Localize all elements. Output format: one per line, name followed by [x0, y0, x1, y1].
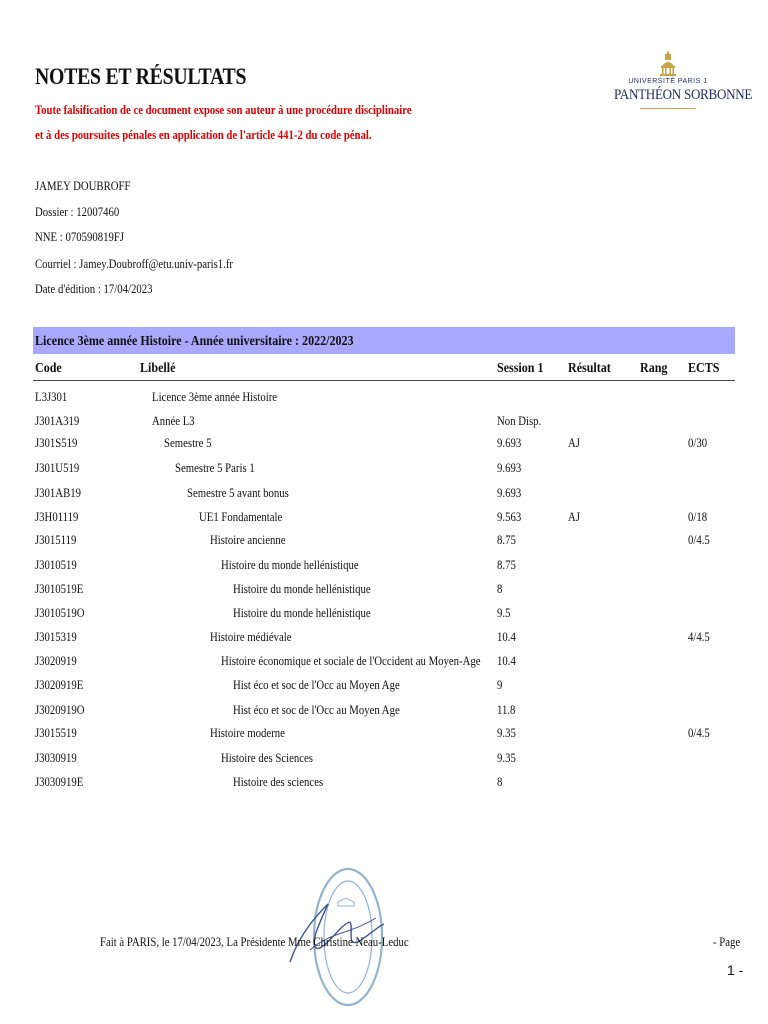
program-heading: Licence 3ème année Histoire - Année universitaire : 2022/2023: [35, 334, 354, 349]
cell-code: J3030919E: [35, 775, 84, 789]
cell-ects: 0/4.5: [688, 533, 710, 547]
cell-session1: 10.4: [497, 630, 516, 644]
table-row: [0, 436, 768, 460]
cell-code: J3H01119: [35, 510, 79, 524]
cell-label: Histoire ancienne: [210, 533, 286, 547]
cell-session1: 9.693: [497, 436, 522, 450]
cell-session1: 8.75: [497, 533, 516, 547]
page-label: - Page: [713, 935, 741, 949]
cell-label: Histoire des Sciences: [221, 751, 313, 765]
table-row: [0, 654, 768, 678]
cell-session1: 8.75: [497, 558, 516, 572]
table-row: [0, 582, 768, 606]
cell-code: J301A319: [35, 414, 80, 428]
cell-code: J3020919O: [35, 703, 85, 717]
table-row: [0, 558, 768, 582]
table-row: [0, 630, 768, 654]
column-header-code: Code: [35, 361, 62, 376]
table-row: [0, 703, 768, 727]
cell-code: L3J301: [35, 390, 68, 404]
cell-label: Hist éco et soc de l'Occ au Moyen Age: [233, 678, 400, 692]
cell-session1: Non Disp.: [497, 414, 542, 428]
cell-session1: 9.563: [497, 510, 522, 524]
student-email: Courriel : Jamey.Doubroff@etu.univ-paris1.fr: [35, 257, 233, 271]
cell-code: J3010519E: [35, 582, 84, 596]
cell-label: Histoire économique et sociale de l'Occident au Moyen-Age: [221, 654, 481, 668]
cell-ects: 0/30: [688, 436, 708, 450]
university-logo: [608, 48, 753, 128]
cell-code: J3015119: [35, 533, 77, 547]
cell-label: Hist éco et soc de l'Occ au Moyen Age: [233, 703, 400, 717]
signature-line: Fait à PARIS, le 17/04/2023, La Présidente Mme Christine Neau-Leduc: [100, 935, 409, 949]
table-row: [0, 775, 768, 799]
column-header-label: Libellé: [140, 361, 176, 376]
cell-session1: 11.8: [497, 703, 516, 717]
cell-session1: 9.35: [497, 726, 516, 740]
cell-label: UE1 Fondamentale: [199, 510, 283, 524]
cell-label: Histoire du monde hellénistique: [233, 606, 371, 620]
cell-label: Histoire des sciences: [233, 775, 324, 789]
cell-ects: 0/18: [688, 510, 708, 524]
pantheon-tower-icon: [660, 50, 676, 76]
cell-code: J301AB19: [35, 486, 81, 500]
table-row: [0, 726, 768, 750]
cell-code: J301U519: [35, 461, 80, 475]
cell-label: Semestre 5: [164, 436, 212, 450]
column-header-rank: Rang: [640, 361, 668, 376]
cell-code: J3015319: [35, 630, 77, 644]
cell-label: Histoire moderne: [210, 726, 285, 740]
cell-code: J3030919: [35, 751, 77, 765]
cell-label: Semestre 5 avant bonus: [187, 486, 289, 500]
table-row: [0, 533, 768, 557]
cell-session1: 8: [497, 775, 503, 789]
cell-label: Licence 3ème année Histoire: [152, 390, 278, 404]
cell-result: AJ: [568, 510, 580, 524]
cell-session1: 8: [497, 582, 503, 596]
cell-code: J3020919: [35, 654, 77, 668]
cell-code: J3010519O: [35, 606, 85, 620]
logo-university-label: UNIVERSITÉ PARIS 1: [628, 78, 708, 85]
student-name: JAMEY DOUBROFF: [35, 179, 131, 193]
column-header-result: Résultat: [568, 361, 611, 376]
warning-line-2: et à des poursuites pénales en application de l'article 441-2 du code pénal.: [35, 128, 372, 142]
cell-session1: 9: [497, 678, 503, 692]
cell-session1: 9.693: [497, 461, 522, 475]
cell-label: Année L3: [152, 414, 195, 428]
document-title: NOTES ET RÉSULTATS: [35, 64, 247, 89]
cell-ects: 4/4.5: [688, 630, 710, 644]
cell-session1: 9.35: [497, 751, 516, 765]
cell-label: Histoire médiévale: [210, 630, 292, 644]
table-row: [0, 414, 768, 438]
table-row: [0, 390, 768, 414]
table-row: [0, 678, 768, 702]
column-header-session1: Session 1: [497, 361, 544, 376]
program-heading-band: [33, 327, 735, 354]
edition-date: Date d'édition : 17/04/2023: [35, 282, 153, 296]
cell-label: Histoire du monde hellénistique: [221, 558, 359, 572]
table-row: [0, 461, 768, 485]
table-row: [0, 751, 768, 775]
cell-label: Semestre 5 Paris 1: [175, 461, 255, 475]
header-divider: [33, 380, 735, 381]
column-header-ects: ECTS: [688, 361, 720, 376]
cell-session1: 10.4: [497, 654, 516, 668]
table-row: [0, 510, 768, 534]
cell-code: J3010519: [35, 558, 77, 572]
table-row: [0, 606, 768, 630]
cell-session1: 9.693: [497, 486, 522, 500]
logo-name: PANTHÉON SORBONNE: [614, 87, 753, 103]
cell-ects: 0/4.5: [688, 726, 710, 740]
cell-code: J3015519: [35, 726, 77, 740]
cell-result: AJ: [568, 436, 580, 450]
cell-code: J301S519: [35, 436, 78, 450]
warning-line-1: Toute falsification de ce document expose son auteur à une procédure disciplinaire: [35, 103, 412, 117]
student-dossier: Dossier : 12007460: [35, 205, 120, 219]
logo-rule: [640, 108, 696, 109]
table-row: [0, 486, 768, 510]
student-nne: NNE : 070590819FJ: [35, 230, 124, 244]
cell-label: Histoire du monde hellénistique: [233, 582, 371, 596]
cell-code: J3020919E: [35, 678, 84, 692]
cell-session1: 9.5: [497, 606, 511, 620]
page-number: 1 -: [727, 962, 744, 978]
